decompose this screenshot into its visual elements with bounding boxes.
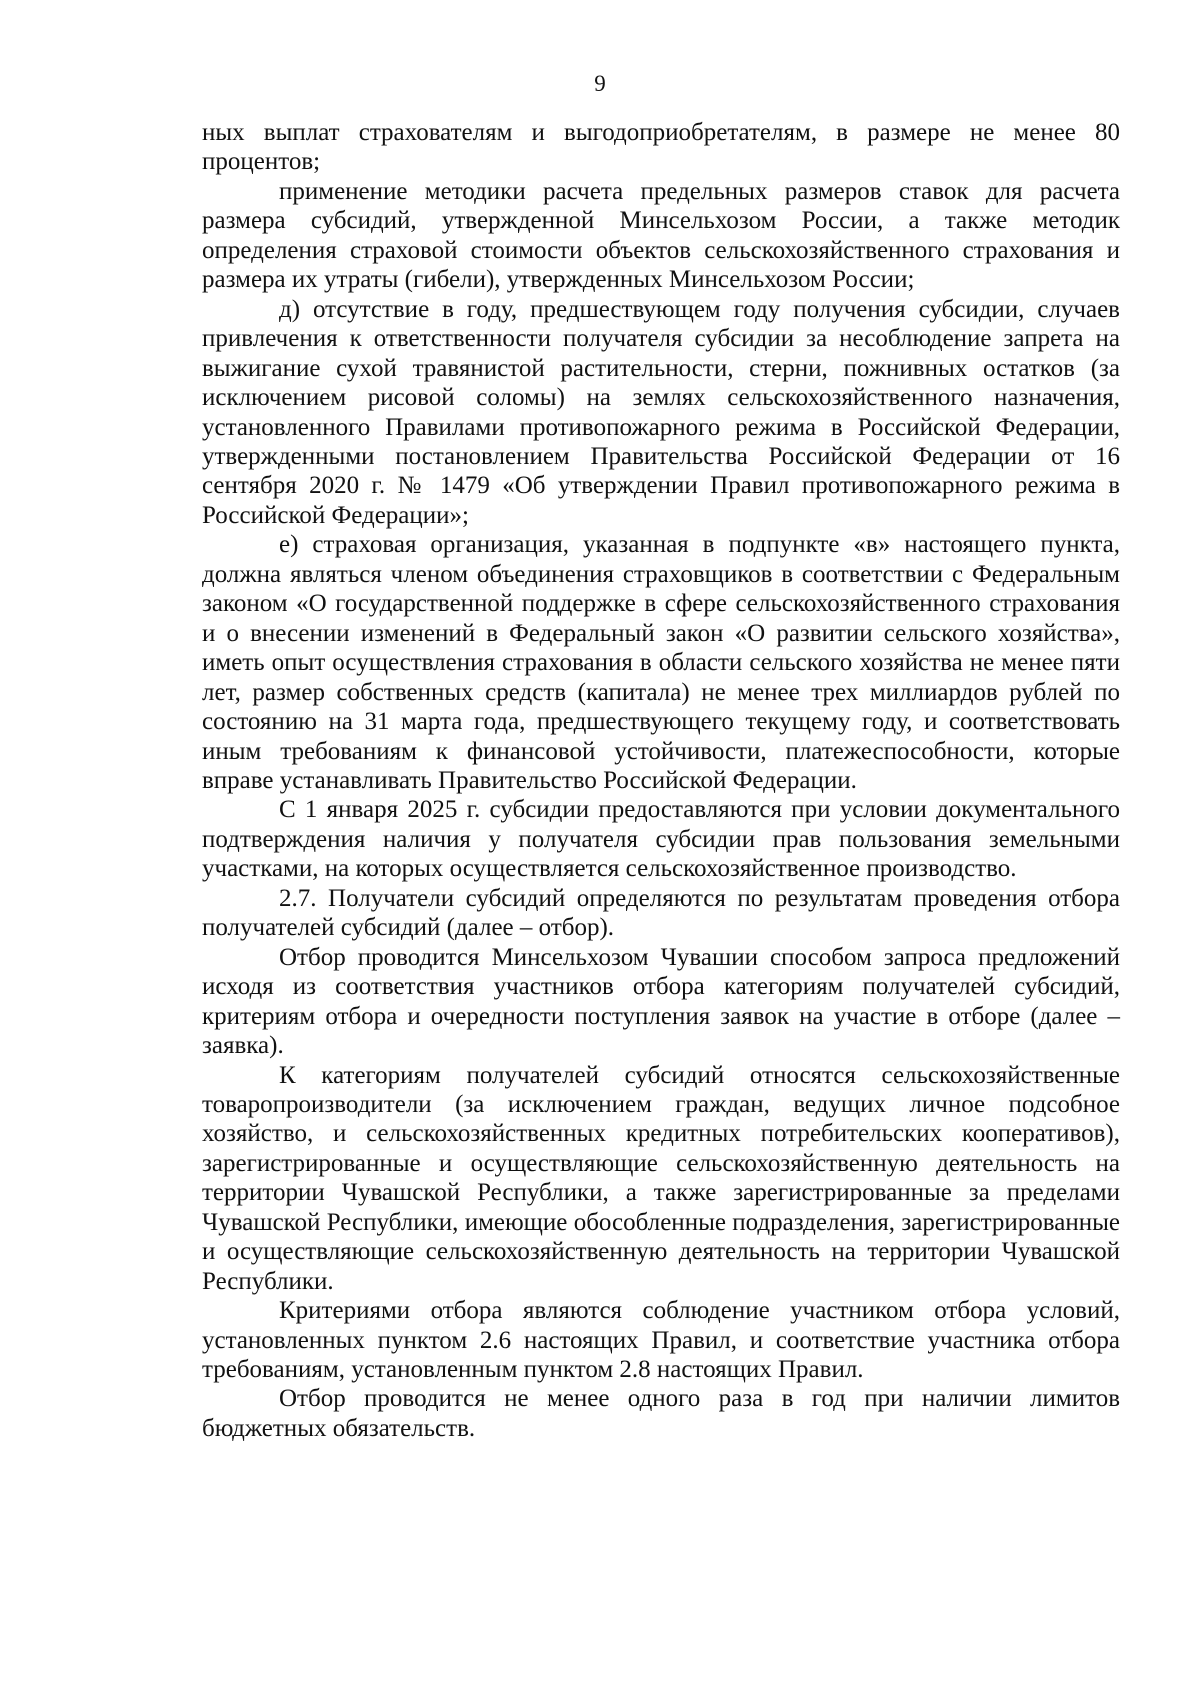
paragraph-continuation-insurance-payments: ных выплат страхователям и выгодоприобретателям, в размере не менее 80 процентов; (202, 119, 1120, 176)
page-number: 9 (594, 71, 606, 96)
paragraph-section-2-7-recipients: 2.7. Получатели субсидий определяются по результатам проведения отбора получателей субсидий (далее – отбор). (202, 884, 1120, 942)
paragraph-selection-procedure: Отбор проводится Минсельхозом Чувашии способом запроса предложений исходя из соответствия участников отбора категориям получателей субсидий, критериям отбора и очередности поступления заявок на участие в отборе (далее – заявка). (202, 943, 1120, 1060)
paragraph-selection-frequency: Отбор проводится не менее одного раза в год при наличии лимитов бюджетных обязательств. (202, 1385, 1120, 1442)
paragraph-selection-criteria: Критериями отбора являются соблюдение участником отбора условий, установленных пунктом 2.6 настоящих Правил, и соответствие участника отбора требованиям, установленным пунктом 2.8 настоящих Правил. (202, 1297, 1120, 1384)
paragraph-rate-calculation-methodology: применение методики расчета предельных размеров ставок для расчета размера субсидий, утвержденной Минсельхозом России, а также методик определения страховой стоимости объектов сельскохозяйственного страхования и размера их утраты (гибели), утвержденных Минсельхозом России; (202, 177, 1120, 294)
paragraph-land-use-rights-2025: С 1 января 2025 г. субсидии предоставляются при условии документального подтверждения наличия у получателя субсидии прав пользования земельными участками, на которых осуществляется сельскохозяйственное производство. (202, 796, 1120, 883)
paragraph-recipient-categories: К категориям получателей субсидий относятся сельскохозяйственные товаропроизводители (за исключением граждан, ведущих личное подсобное хозяйство, и сельскохозяйственных кредитных потребительских кооперативов), зарегистрированные и осуществляющие сельскохозяйственную деятельность на территории Чувашской Республики, а также зарегистрированные за пределами Чувашской Республики, имеющие обособленные подразделения, зарегистрированные и осуществляющие сельскохозяйственную деятельность на территории Чувашской Республики. (202, 1061, 1120, 1295)
paragraph-item-d-fire-safety: д) отсутствие в году, предшествующем году получения субсидии, случаев привлечения к ответственности получателя субсидии за несоблюдение запрета на выжигание сухой травянистой растительности, стерни, пожнивных остатков (за исключением рисовой соломы) на землях сельскохозяйственного назначения, установленного Правилами противопожарного режима в Российской Федерации, утвержденными постановлением Правительства Российской Федерации от 16 сентября 2020 г. № 1479 «Об утверждении Правил противопожарного режима в Российской Федерации»; (202, 295, 1120, 529)
paragraph-item-e-insurance-organization: е) страховая организация, указанная в подпункте «в» настоящего пункта, должна являться членом объединения страховщиков в соответствии с Федеральным законом «О государственной поддержке в сфере сельскохозяйственного страхования и о внесении изменений в Федеральный закон «О развитии сельского хозяйства», иметь опыт осуществления страхования в области сельского хозяйства не менее пяти лет, размер собственных средств (капитала) не менее трех миллиардов рублей по состоянию на 31 марта года, предшествующего текущему году, и соответствовать иным требованиям к финансовой устойчивости, платежеспособности, которые вправе устанавливать Правительство Российской Федерации. (202, 531, 1120, 794)
document-body (202, 118, 1120, 1443)
